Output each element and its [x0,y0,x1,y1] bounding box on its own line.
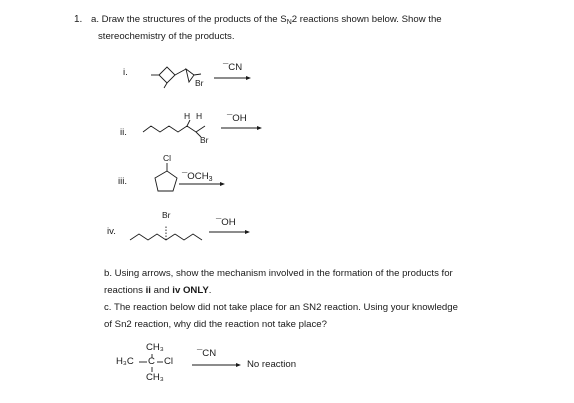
reaction-iv-chain [130,226,202,240]
reaction-iv-label: iv. [107,226,116,237]
reaction-iii-label: iii. [118,176,128,187]
part-c-result: No reaction [247,359,297,370]
part-c-top-group: CH₃ [146,342,164,353]
part-b-line-1: b. Using arrows, show the mechanism involved in the formation of the products for [104,268,453,279]
reaction-i-cyclobutane [151,67,201,88]
part-c-halogen: Cl [164,356,174,367]
part-c-line-1: c. The reaction below did not take place for an SN2 reaction. Using your knowledge [104,302,458,313]
part-c-carbon: C [148,356,155,367]
reaction-i-reagent: ¯CN [223,62,243,73]
part-b-line-2: reactions ii and iv ONLY. [104,285,212,296]
reaction-ii-h2: H [196,111,203,121]
reaction-ii-br: Br [200,135,209,145]
reaction-ii-label: ii. [120,127,127,138]
part-a-line-1: a. Draw the structures of the products of the $S_N2$ reactions shown below. Show the [91,14,442,26]
reaction-i-br: Br [195,78,204,88]
reaction-iii-cl: Cl [163,153,172,163]
reaction-iv-br: Br [162,210,171,220]
part-c-line-2: of Sn2 reaction, why did the reaction not take place? [104,319,327,330]
reaction-iii-ring [155,163,177,191]
part-c-bottom-group: CH₃ [146,372,164,383]
reaction-ii-chain [143,120,205,137]
part-c-left-group: H₃C [116,356,134,367]
reaction-ii-h1: H [184,111,191,121]
question-number: 1. [74,14,83,25]
reaction-iii-reagent: $¯OCH_3$ [182,171,213,183]
part-a-line-2: stereochemistry of the products. [98,31,235,42]
reaction-ii-reagent: ¯OH [227,113,247,124]
reaction-i-label: i. [123,67,128,78]
reaction-iv-reagent: ¯OH [216,217,236,228]
part-c-reagent: ¯CN [197,348,217,359]
